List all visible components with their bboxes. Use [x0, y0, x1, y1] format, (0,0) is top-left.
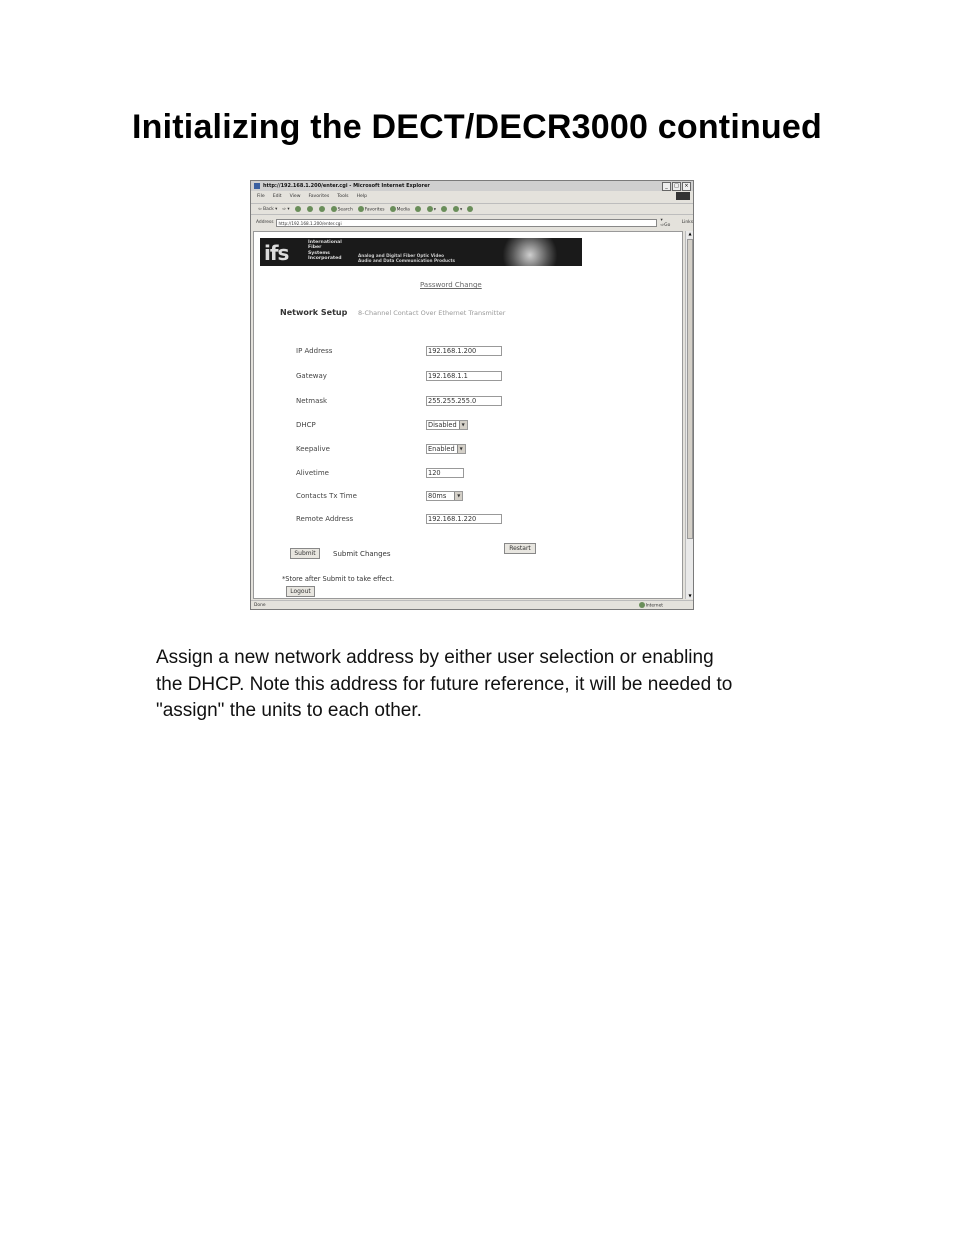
- windows-logo-icon: [676, 192, 690, 200]
- contacts-tx-time-label: Contacts Tx Time: [296, 492, 357, 500]
- store-note: *Store after Submit to take effect.: [282, 575, 395, 583]
- banner-light-graphic: [500, 238, 560, 266]
- status-bar: [251, 600, 693, 610]
- forward-button[interactable]: ⇨ ▾: [282, 206, 290, 212]
- menu-file[interactable]: File: [257, 194, 265, 199]
- body-line: the DHCP. Note this address for future reference, it will be needed to: [156, 673, 733, 695]
- page-viewport: [253, 231, 683, 599]
- internet-zone: [639, 602, 663, 609]
- stop-button[interactable]: [295, 206, 302, 213]
- remote-address-label: Remote Address: [296, 515, 354, 523]
- body-line: Assign a new network address by either user selection or enabling: [156, 647, 714, 668]
- discuss-button[interactable]: [467, 206, 474, 213]
- tagline-line: Analog and Digital Fiber Optic Video: [358, 253, 445, 258]
- close-icon[interactable]: ×: [682, 182, 691, 191]
- network-setup-heading: Network Setup: [280, 308, 348, 317]
- mail-button[interactable]: ▾: [427, 206, 436, 213]
- dropdown-arrow-icon: ▼: [459, 421, 467, 429]
- gateway-input[interactable]: 192.168.1.1: [426, 371, 502, 381]
- print-icon: [441, 206, 447, 212]
- dropdown-arrow-icon: ▼: [454, 492, 462, 500]
- document-body: [156, 645, 856, 725]
- browser-screenshot: [250, 180, 694, 610]
- address-label: Address: [256, 220, 274, 225]
- search-button[interactable]: [331, 206, 353, 213]
- netmask-input[interactable]: 255.255.255.0: [426, 396, 502, 406]
- keepalive-value: Enabled: [428, 445, 455, 453]
- status-text: Done: [254, 603, 266, 608]
- go-label: Go: [664, 222, 671, 228]
- menu-favorites[interactable]: Favorites: [308, 194, 330, 199]
- keepalive-select[interactable]: [426, 444, 466, 454]
- ip-address-label: IP Address: [296, 347, 333, 355]
- menu-help[interactable]: Help: [356, 194, 368, 199]
- menu-edit[interactable]: Edit: [272, 194, 282, 199]
- gateway-label: Gateway: [296, 372, 327, 380]
- history-icon: [415, 206, 421, 212]
- scroll-down-icon[interactable]: ▼: [688, 593, 692, 598]
- submit-button[interactable]: Submit: [290, 548, 320, 559]
- contacts-tx-time-value: 80ms: [428, 492, 447, 500]
- back-button[interactable]: ⇦ Back ▾: [258, 206, 278, 212]
- remote-address-input[interactable]: 192.168.1.220: [426, 514, 502, 524]
- ifs-logo: ifs: [264, 241, 289, 265]
- device-description: 8-Channel Contact Over Ethernet Transmitter: [358, 309, 506, 317]
- vertical-scrollbar[interactable]: [685, 231, 693, 599]
- menu-tools[interactable]: Tools: [337, 194, 349, 199]
- dropdown-arrow-icon: ▼: [457, 445, 465, 453]
- links-button[interactable]: Links: [681, 220, 693, 225]
- home-button[interactable]: [319, 206, 326, 213]
- home-icon: [319, 206, 325, 212]
- refresh-icon: [307, 206, 313, 212]
- media-label: Media: [396, 207, 410, 213]
- scroll-thumb[interactable]: [687, 239, 693, 539]
- company-line: Incorporated: [308, 256, 342, 262]
- favorites-icon: [358, 206, 364, 212]
- alivetime-input[interactable]: 120: [426, 468, 464, 478]
- minimize-icon[interactable]: _: [662, 182, 671, 191]
- media-button[interactable]: [390, 206, 410, 213]
- restart-button[interactable]: Restart: [504, 543, 536, 554]
- go-button[interactable]: ▾ ⇨Go: [660, 217, 671, 228]
- dhcp-value: Disabled: [428, 421, 457, 429]
- ip-address-input[interactable]: 192.168.1.200: [426, 346, 502, 356]
- print-button[interactable]: [441, 206, 448, 213]
- company-line: Systems: [308, 250, 330, 256]
- tagline-line: Audio and Data Communication Products: [358, 258, 455, 263]
- search-label: Search: [337, 207, 353, 213]
- menu-bar: [251, 192, 693, 201]
- address-input[interactable]: http://192.168.1.200/enter.cgi: [276, 219, 658, 227]
- window-title: http://192.168.1.200/enter.cgi - Microsoft Internet Explorer: [263, 183, 430, 189]
- mail-icon: [427, 206, 433, 212]
- keepalive-label: Keepalive: [296, 445, 330, 453]
- stop-icon: [295, 206, 301, 212]
- media-icon: [390, 206, 396, 212]
- submit-changes-note: Submit Changes: [333, 550, 391, 558]
- refresh-button[interactable]: [307, 206, 314, 213]
- favorites-button[interactable]: [358, 206, 385, 213]
- dhcp-label: DHCP: [296, 421, 316, 429]
- window-titlebar: [251, 181, 693, 191]
- edit-button[interactable]: ▾: [453, 206, 462, 213]
- banner-tagline: [358, 253, 455, 263]
- ie-icon: [254, 183, 260, 189]
- company-name: [308, 240, 342, 262]
- zone-label: Internet: [645, 603, 663, 609]
- discuss-icon: [467, 206, 473, 212]
- document-title: Initializing the DECT/DECR3000 continued: [132, 108, 822, 146]
- password-change-link[interactable]: Password Change: [420, 281, 482, 289]
- history-button[interactable]: [415, 206, 422, 213]
- search-icon: [331, 206, 337, 212]
- ifs-banner: [260, 238, 582, 266]
- body-line: "assign" the units to each other.: [156, 700, 422, 721]
- menu-view[interactable]: View: [289, 194, 301, 199]
- logout-button[interactable]: Logout: [286, 586, 315, 597]
- browser-toolbar: [251, 203, 693, 215]
- globe-icon: [639, 602, 645, 608]
- netmask-label: Netmask: [296, 397, 328, 405]
- back-label: Back: [263, 206, 274, 212]
- dhcp-select[interactable]: [426, 420, 468, 430]
- contacts-tx-time-select[interactable]: [426, 491, 463, 501]
- alivetime-label: Alivetime: [296, 469, 329, 477]
- company-line: Fiber: [308, 245, 322, 251]
- address-bar: [251, 217, 693, 228]
- scroll-up-icon[interactable]: ▲: [688, 231, 692, 236]
- edit-icon: [453, 206, 459, 212]
- favorites-label: Favorites: [364, 207, 385, 213]
- window-controls: [662, 182, 691, 191]
- maximize-icon[interactable]: □: [672, 182, 681, 191]
- company-line: International: [308, 240, 342, 245]
